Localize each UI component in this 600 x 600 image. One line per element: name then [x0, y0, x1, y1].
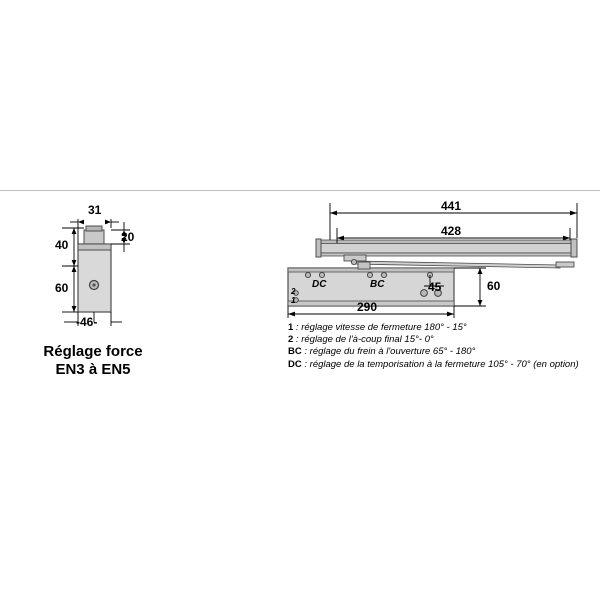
marker-bc-label: BC	[370, 279, 385, 290]
force-caption-line2: EN3 à EN5	[55, 361, 131, 378]
legend-key: DC	[288, 358, 302, 370]
legend-row	[288, 322, 588, 334]
marker-dc-label: DC	[312, 279, 327, 290]
left-body	[78, 244, 111, 312]
marker-1-label: 1	[291, 296, 296, 305]
dim-45-label: 45	[428, 280, 442, 294]
legend-key: 1	[288, 322, 294, 333]
legend-text: : réglage de la temporisation à la fermeture 105° - 70° (en option)	[301, 358, 579, 370]
right-rail	[316, 239, 577, 268]
dim-40-label: 40	[55, 238, 69, 252]
legend-row	[288, 346, 588, 358]
legend-row	[288, 359, 588, 371]
dim-46-label: -46-	[76, 315, 98, 329]
dim-31-label: 31	[88, 203, 102, 217]
legend-text: : réglage vitesse de fermeture 180° - 15°	[293, 322, 467, 333]
dim-290-label: 290	[357, 300, 378, 314]
left-cap	[84, 226, 104, 244]
legend-key: 2	[288, 334, 294, 346]
dim-428-label: 428	[441, 224, 462, 238]
dim-20-label: 20	[121, 230, 135, 244]
adjustment-legend	[288, 322, 588, 371]
legend-text: : réglage du frein à l'ouverture 65° - 180°	[301, 346, 476, 358]
dim-60-right-label: 60	[487, 279, 501, 293]
legend-key: BC	[288, 346, 302, 358]
legend-text: : réglage de l'à-coup final 15°- 0°	[293, 334, 434, 346]
dim-441-label: 441	[441, 199, 462, 213]
dim-31-arrows	[78, 220, 111, 225]
dim-60-left-label: 60	[55, 281, 69, 295]
marker-2-label: 2	[291, 287, 296, 296]
force-caption-line1: Réglage force	[43, 343, 143, 360]
legend-row	[288, 334, 588, 346]
